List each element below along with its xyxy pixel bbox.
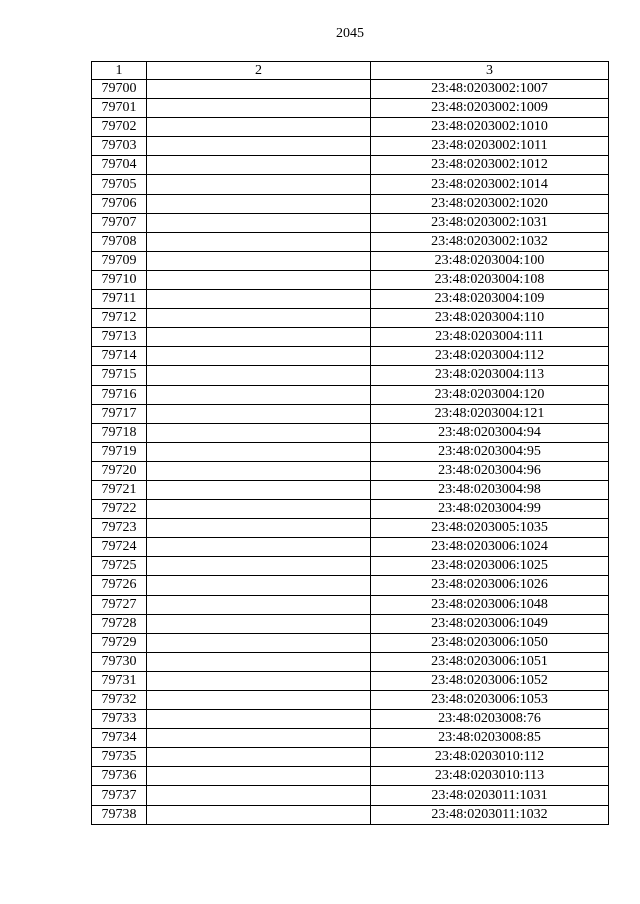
cadastral-number-cell: 23:48:0203006:1048 <box>371 595 609 614</box>
cadastral-number-cell: 23:48:0203002:1020 <box>371 194 609 213</box>
table-row <box>92 519 609 538</box>
table-row <box>92 385 609 404</box>
description-cell <box>147 137 371 156</box>
row-number-cell: 79730 <box>92 652 147 671</box>
row-number-cell: 79716 <box>92 385 147 404</box>
cadastral-number-cell: 23:48:0203005:1035 <box>371 519 609 538</box>
row-number-cell: 79712 <box>92 309 147 328</box>
description-cell <box>147 480 371 499</box>
cadastral-number-cell: 23:48:0203004:113 <box>371 366 609 385</box>
row-number-cell: 79713 <box>92 328 147 347</box>
row-number-cell: 79709 <box>92 251 147 270</box>
description-cell <box>147 118 371 137</box>
table-row <box>92 347 609 366</box>
cadastral-number-cell: 23:48:0203002:1009 <box>371 99 609 118</box>
table-row <box>92 232 609 251</box>
row-number-cell: 79726 <box>92 576 147 595</box>
description-cell <box>147 652 371 671</box>
table-header-row <box>92 62 609 80</box>
description-cell <box>147 805 371 824</box>
row-number-cell: 79723 <box>92 519 147 538</box>
row-number-cell: 79732 <box>92 691 147 710</box>
cadastral-number-cell: 23:48:0203002:1011 <box>371 137 609 156</box>
description-cell <box>147 633 371 652</box>
cadastral-number-cell: 23:48:0203006:1049 <box>371 614 609 633</box>
cadastral-number-cell: 23:48:0203002:1007 <box>371 80 609 99</box>
row-number-cell: 79703 <box>92 137 147 156</box>
table-row <box>92 557 609 576</box>
row-number-cell: 79735 <box>92 748 147 767</box>
description-cell <box>147 442 371 461</box>
row-number-cell: 79701 <box>92 99 147 118</box>
description-cell <box>147 309 371 328</box>
row-number-cell: 79733 <box>92 710 147 729</box>
row-number-cell: 79738 <box>92 805 147 824</box>
description-cell <box>147 500 371 519</box>
row-number-cell: 79720 <box>92 461 147 480</box>
cadastral-number-cell: 23:48:0203008:76 <box>371 710 609 729</box>
row-number-cell: 79731 <box>92 671 147 690</box>
row-number-cell: 79705 <box>92 175 147 194</box>
description-cell <box>147 290 371 309</box>
row-number-cell: 79719 <box>92 442 147 461</box>
table-row <box>92 652 609 671</box>
cadastral-number-cell: 23:48:0203006:1050 <box>371 633 609 652</box>
description-cell <box>147 175 371 194</box>
description-cell <box>147 729 371 748</box>
description-cell <box>147 99 371 118</box>
table-row <box>92 118 609 137</box>
table-row <box>92 767 609 786</box>
table-row <box>92 442 609 461</box>
cadastral-number-cell: 23:48:0203006:1052 <box>371 671 609 690</box>
row-number-cell: 79725 <box>92 557 147 576</box>
description-cell <box>147 557 371 576</box>
description-cell <box>147 251 371 270</box>
table-row <box>92 251 609 270</box>
row-number-cell: 79721 <box>92 480 147 499</box>
description-cell <box>147 691 371 710</box>
description-cell <box>147 80 371 99</box>
description-cell <box>147 461 371 480</box>
row-number-cell: 79717 <box>92 404 147 423</box>
cadastral-number-cell: 23:48:0203004:111 <box>371 328 609 347</box>
table-row <box>92 99 609 118</box>
cadastral-number-cell: 23:48:0203004:94 <box>371 423 609 442</box>
table-row <box>92 595 609 614</box>
table-row <box>92 729 609 748</box>
row-number-cell: 79737 <box>92 786 147 805</box>
registry-table <box>91 61 609 825</box>
row-number-cell: 79736 <box>92 767 147 786</box>
description-cell <box>147 710 371 729</box>
row-number-cell: 79724 <box>92 538 147 557</box>
table-row <box>92 691 609 710</box>
row-number-cell: 79718 <box>92 423 147 442</box>
description-cell <box>147 328 371 347</box>
cadastral-number-cell: 23:48:0203004:112 <box>371 347 609 366</box>
table-row <box>92 80 609 99</box>
table-row <box>92 309 609 328</box>
table-row <box>92 461 609 480</box>
description-cell <box>147 519 371 538</box>
row-number-cell: 79715 <box>92 366 147 385</box>
row-number-cell: 79728 <box>92 614 147 633</box>
table-row <box>92 710 609 729</box>
table-row <box>92 576 609 595</box>
table-row <box>92 156 609 175</box>
table-row <box>92 500 609 519</box>
description-cell <box>147 232 371 251</box>
row-number-cell: 79706 <box>92 194 147 213</box>
table-row <box>92 538 609 557</box>
cadastral-number-cell: 23:48:0203010:112 <box>371 748 609 767</box>
table-row <box>92 328 609 347</box>
description-cell <box>147 614 371 633</box>
description-cell <box>147 767 371 786</box>
row-number-cell: 79704 <box>92 156 147 175</box>
column-header-3: 3 <box>371 62 609 80</box>
table-row <box>92 671 609 690</box>
row-number-cell: 79727 <box>92 595 147 614</box>
row-number-cell: 79710 <box>92 270 147 289</box>
cadastral-number-cell: 23:48:0203006:1025 <box>371 557 609 576</box>
cadastral-number-cell: 23:48:0203008:85 <box>371 729 609 748</box>
description-cell <box>147 156 371 175</box>
table-row <box>92 633 609 652</box>
column-header-1: 1 <box>92 62 147 80</box>
table-row <box>92 480 609 499</box>
description-cell <box>147 576 371 595</box>
cadastral-number-cell: 23:48:0203011:1031 <box>371 786 609 805</box>
cadastral-number-cell: 23:48:0203002:1032 <box>371 232 609 251</box>
description-cell <box>147 194 371 213</box>
table-row <box>92 404 609 423</box>
row-number-cell: 79708 <box>92 232 147 251</box>
cadastral-number-cell: 23:48:0203006:1026 <box>371 576 609 595</box>
row-number-cell: 79734 <box>92 729 147 748</box>
cadastral-number-cell: 23:48:0203011:1032 <box>371 805 609 824</box>
table-row <box>92 366 609 385</box>
cadastral-number-cell: 23:48:0203004:109 <box>371 290 609 309</box>
table-row <box>92 175 609 194</box>
row-number-cell: 79707 <box>92 213 147 232</box>
description-cell <box>147 671 371 690</box>
description-cell <box>147 213 371 232</box>
description-cell <box>147 423 371 442</box>
row-number-cell: 79711 <box>92 290 147 309</box>
description-cell <box>147 347 371 366</box>
row-number-cell: 79700 <box>92 80 147 99</box>
column-header-2: 2 <box>147 62 371 80</box>
cadastral-number-cell: 23:48:0203002:1031 <box>371 213 609 232</box>
description-cell <box>147 366 371 385</box>
table-row <box>92 270 609 289</box>
table-row <box>92 290 609 309</box>
cadastral-number-cell: 23:48:0203004:99 <box>371 500 609 519</box>
description-cell <box>147 385 371 404</box>
description-cell <box>147 595 371 614</box>
description-cell <box>147 748 371 767</box>
table-row <box>92 194 609 213</box>
cadastral-number-cell: 23:48:0203006:1053 <box>371 691 609 710</box>
table-row <box>92 805 609 824</box>
cadastral-number-cell: 23:48:0203006:1051 <box>371 652 609 671</box>
row-number-cell: 79722 <box>92 500 147 519</box>
table-body <box>92 80 609 825</box>
table-row <box>92 786 609 805</box>
table-row <box>92 748 609 767</box>
table-row <box>92 137 609 156</box>
description-cell <box>147 786 371 805</box>
table-row <box>92 614 609 633</box>
row-number-cell: 79729 <box>92 633 147 652</box>
description-cell <box>147 270 371 289</box>
row-number-cell: 79702 <box>92 118 147 137</box>
cadastral-number-cell: 23:48:0203004:120 <box>371 385 609 404</box>
cadastral-number-cell: 23:48:0203004:100 <box>371 251 609 270</box>
table-row <box>92 213 609 232</box>
cadastral-number-cell: 23:48:0203002:1012 <box>371 156 609 175</box>
table-row <box>92 423 609 442</box>
cadastral-number-cell: 23:48:0203004:96 <box>371 461 609 480</box>
cadastral-number-cell: 23:48:0203002:1014 <box>371 175 609 194</box>
description-cell <box>147 404 371 423</box>
cadastral-number-cell: 23:48:0203010:113 <box>371 767 609 786</box>
page-number: 2045 <box>336 26 364 41</box>
cadastral-number-cell: 23:48:0203004:98 <box>371 480 609 499</box>
description-cell <box>147 538 371 557</box>
cadastral-number-cell: 23:48:0203006:1024 <box>371 538 609 557</box>
cadastral-number-cell: 23:48:0203004:121 <box>371 404 609 423</box>
cadastral-number-cell: 23:48:0203004:95 <box>371 442 609 461</box>
cadastral-number-cell: 23:48:0203002:1010 <box>371 118 609 137</box>
cadastral-number-cell: 23:48:0203004:108 <box>371 270 609 289</box>
row-number-cell: 79714 <box>92 347 147 366</box>
cadastral-number-cell: 23:48:0203004:110 <box>371 309 609 328</box>
